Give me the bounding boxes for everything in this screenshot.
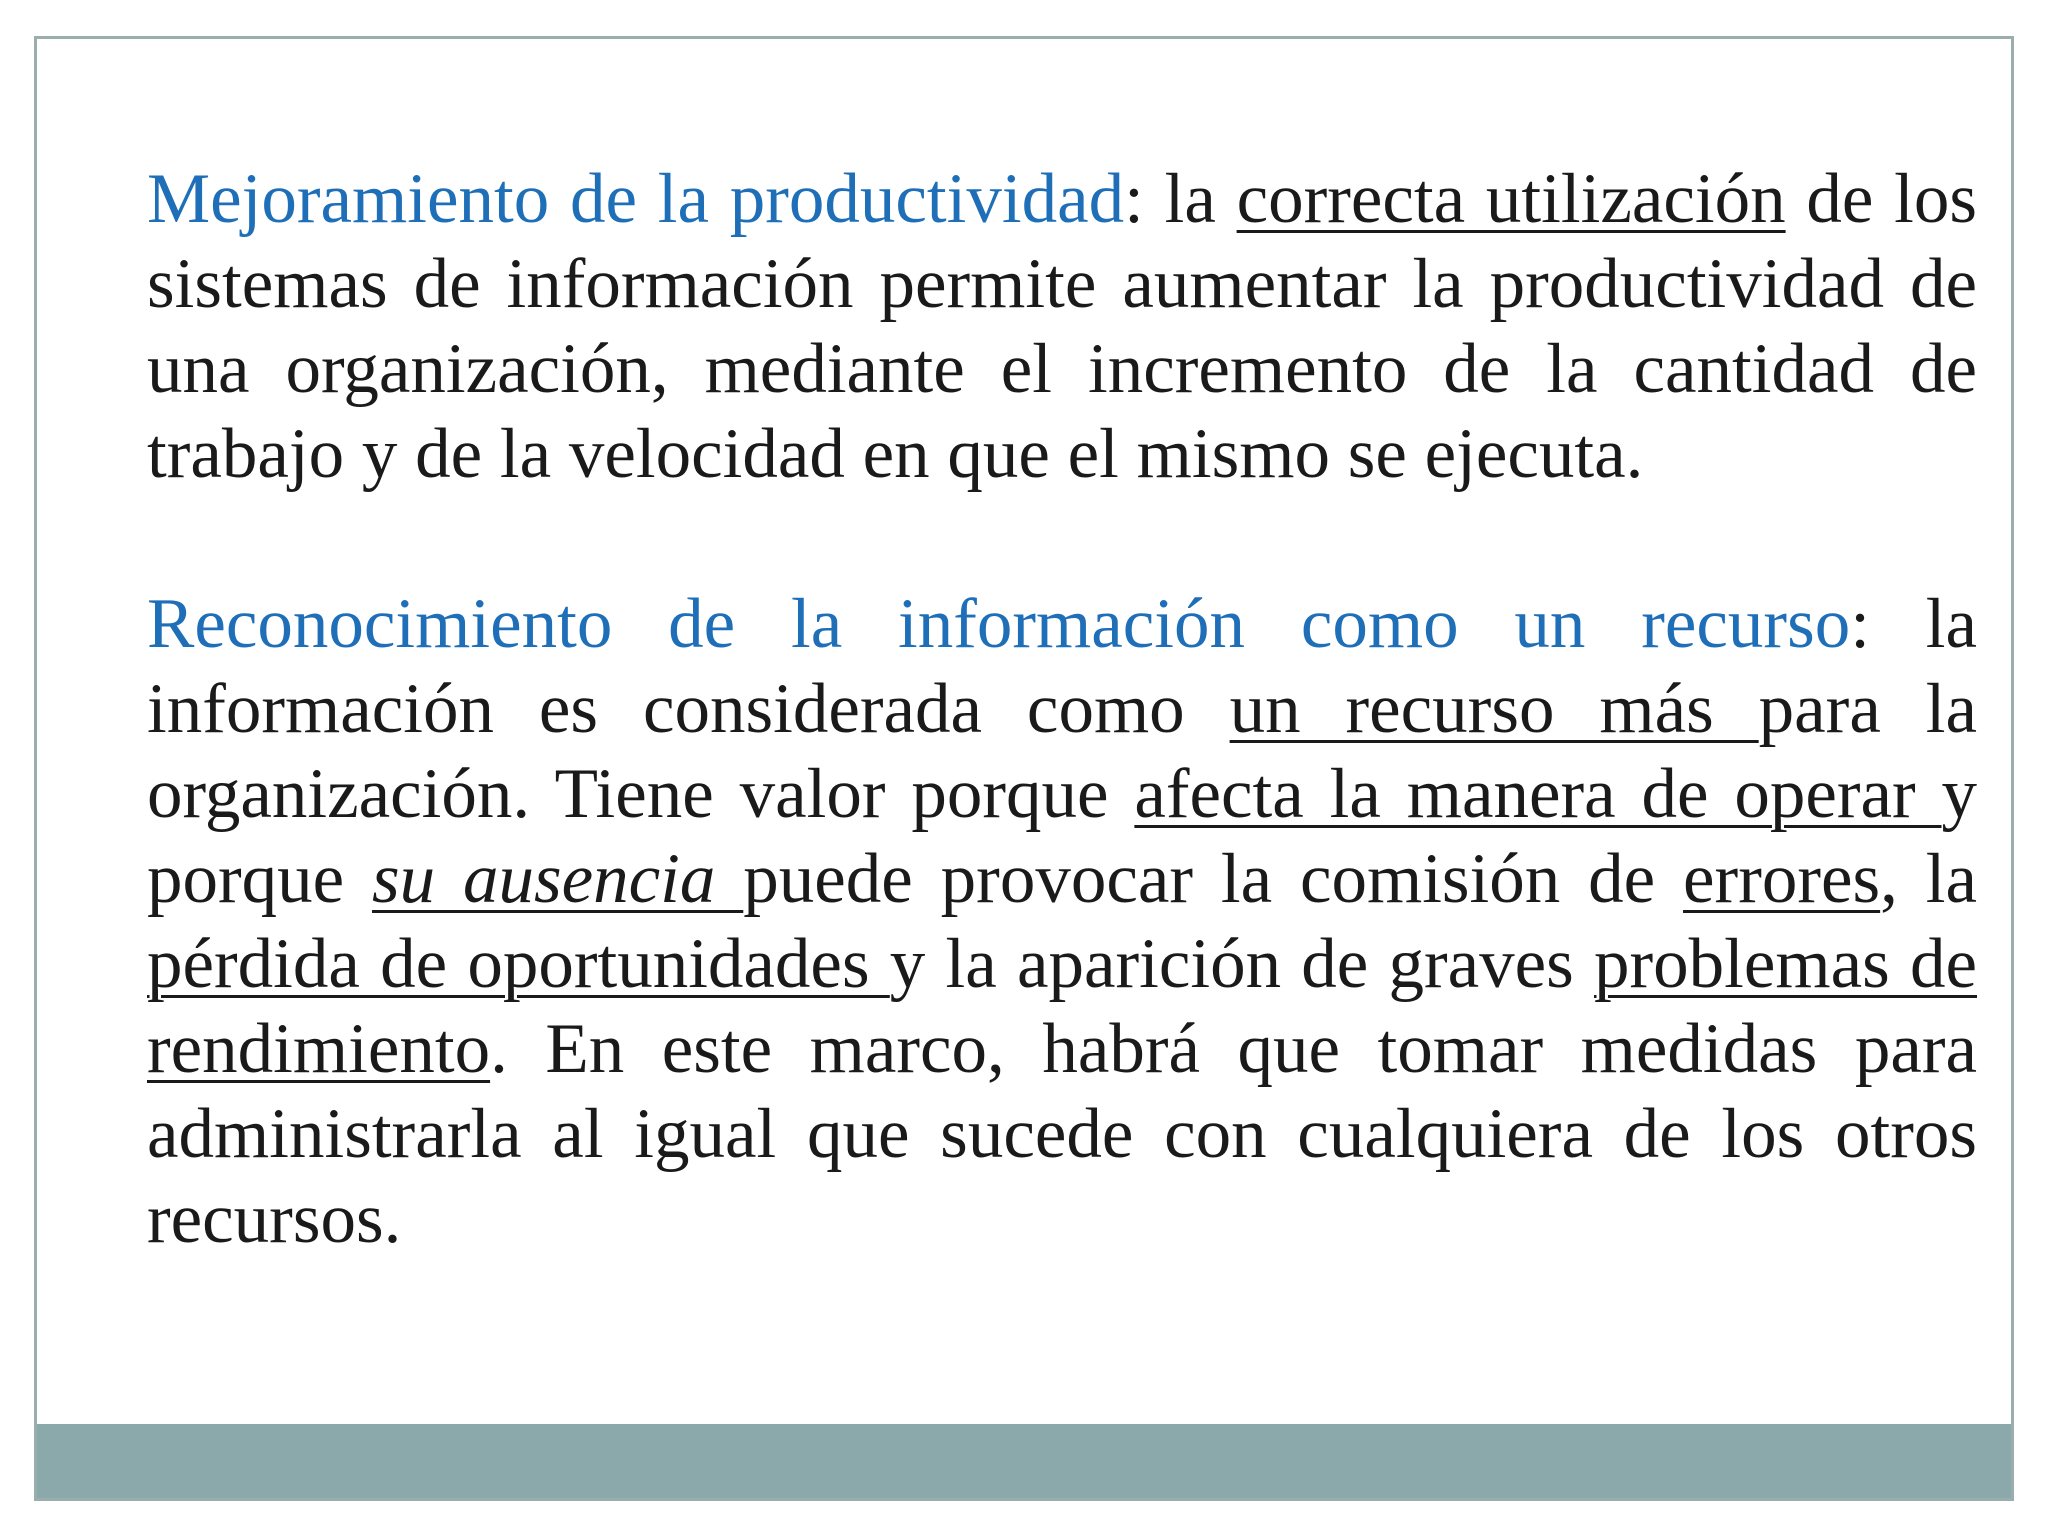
text-segment: : la información es considerada como [147, 585, 1977, 748]
underlined-phrase: errores [1683, 840, 1881, 918]
slide-body [147, 157, 1977, 1262]
underlined-phrase: afecta la manera de operar [1134, 755, 1942, 833]
text-segment: y porque [147, 755, 1977, 918]
underlined-phrase: correcta utilización [1236, 160, 1786, 238]
underlined-italic-phrase: su ausencia [372, 840, 744, 918]
term-productivity: Mejoramiento de la productividad [147, 160, 1125, 238]
text-segment: , la [1880, 840, 1977, 918]
slide [34, 36, 2014, 1501]
paragraph-information-resource [147, 582, 1977, 1262]
underlined-phrase: un recurso más [1229, 670, 1759, 748]
text-segment: : la [1124, 160, 1237, 238]
underlined-phrase: pérdida de oportunidades [147, 925, 890, 1003]
text-segment: . En este marco, habrá que tomar medidas para administrarla al igual que sucede con cualquiera de los otros recursos. [147, 1010, 1977, 1258]
text-segment: puede provocar la comisión de [743, 840, 1684, 918]
text-segment: para la organización. Tiene valor porque [147, 670, 1977, 833]
footer-bar [37, 1424, 2011, 1498]
text-segment: y la aparición de graves [889, 925, 1595, 1003]
paragraph-productivity [147, 157, 1977, 497]
text-segment: de los sistemas de información permite aumentar la productividad de una organización, mediante el incremento de la cantidad de trabajo y de la velocidad en que el mismo se ejecuta. [147, 160, 1977, 493]
underlined-phrase: problemas de rendimiento [147, 925, 1978, 1088]
term-information-resource: Reconocimiento de la información como un recurso [147, 585, 1851, 663]
